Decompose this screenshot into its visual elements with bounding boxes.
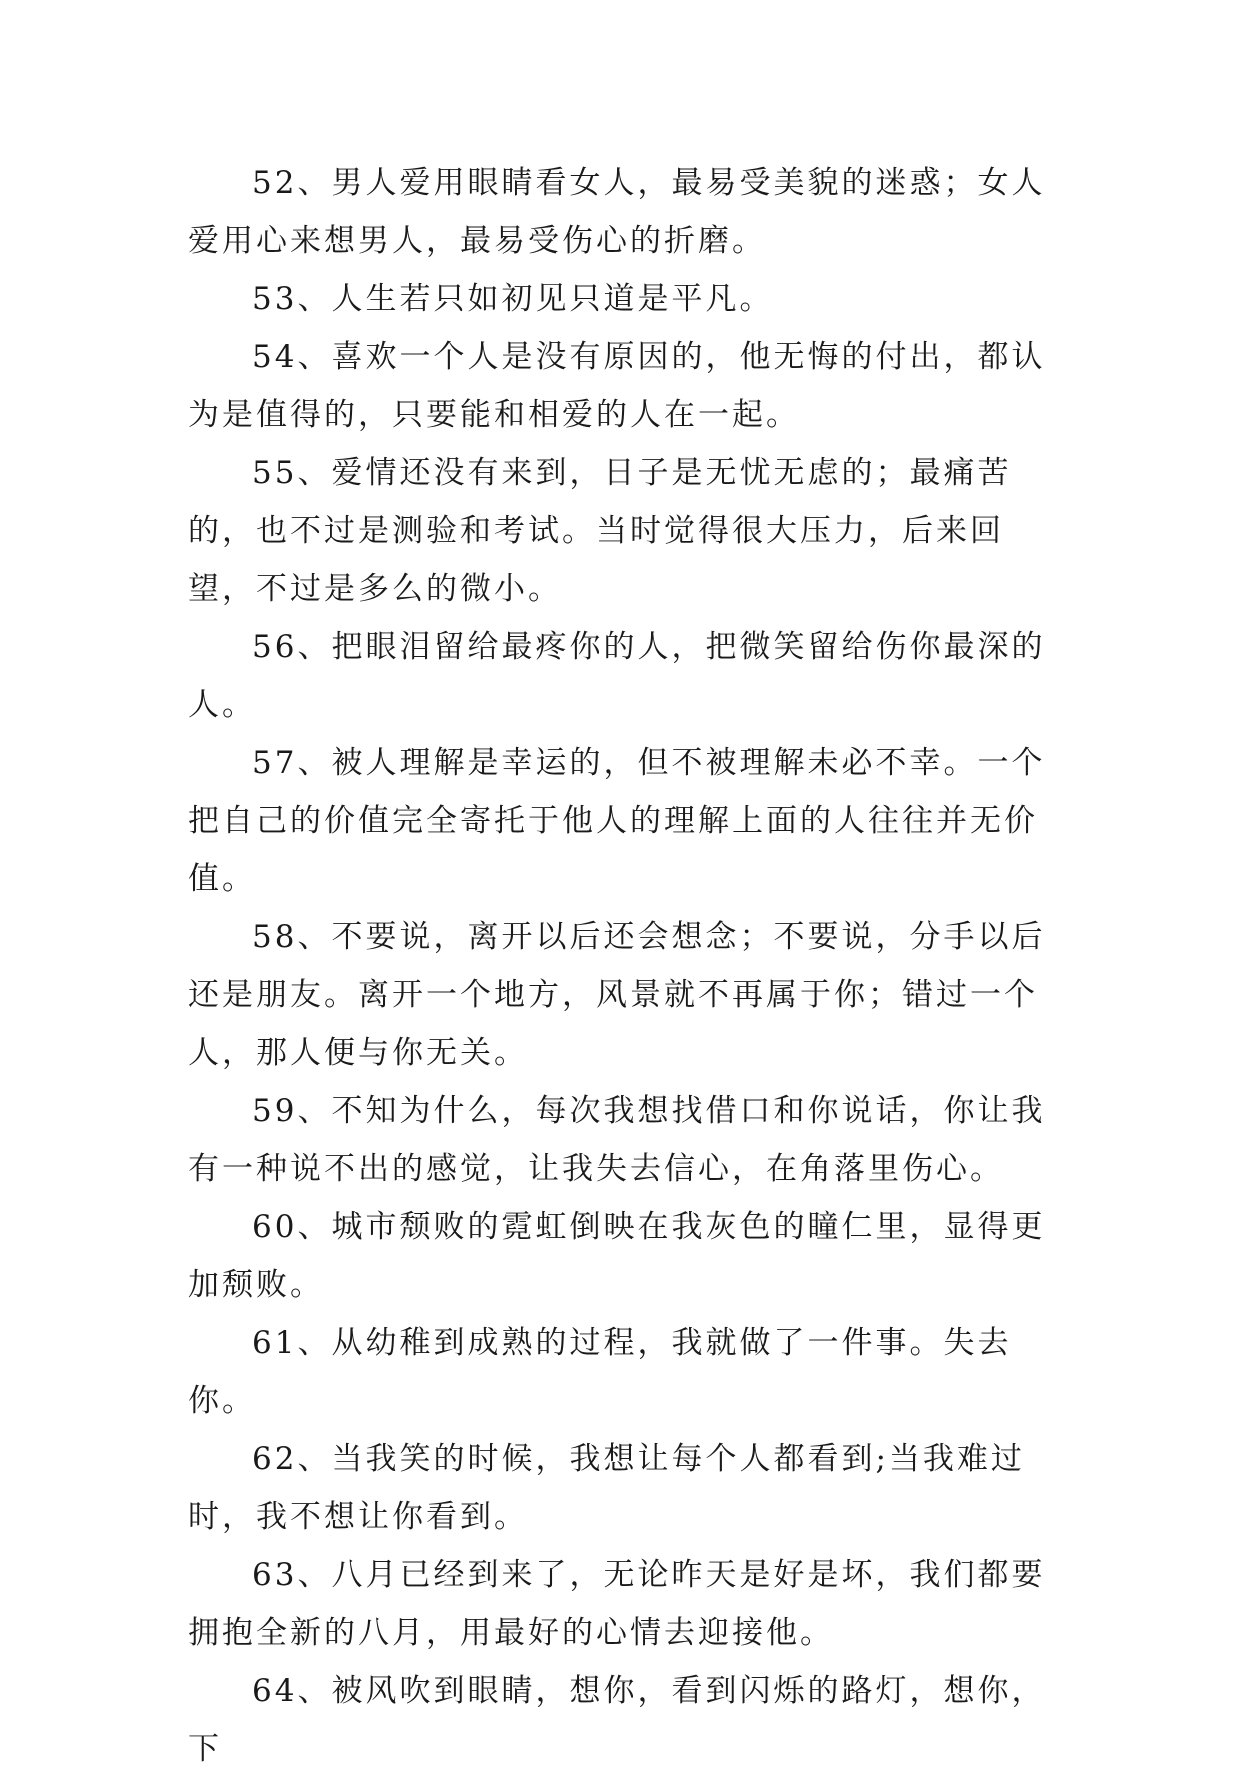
paragraph-62: 62、当我笑的时候，我想让每个人都看到;当我难过时，我不想让你看到。 [188,1441,1025,1535]
paragraph-54: 54、喜欢一个人是没有原因的，他无悔的付出，都认为是值得的，只要能和相爱的人在一起。 [188,339,1046,433]
paragraph-60: 60、城市颓败的霓虹倒映在我灰色的瞳仁里，显得更加颓败。 [188,1209,1046,1303]
paragraph-53: 53、人生若只如初见只道是平凡。 [252,281,774,317]
paragraph-59: 59、不知为什么，每次我想找借口和你说话，你让我有一种说不出的感觉，让我失去信心，在角落里伤心。 [188,1093,1046,1187]
paragraph-55: 55、爱情还没有来到，日子是无忧无虑的；最痛苦的，也不过是测验和考试。当时觉得很大压力，后来回望，不过是多么的微小。 [188,455,1012,607]
paragraph-64: 64、被风吹到眼睛，想你，看到闪烁的路灯，想你，下 [188,1673,1046,1767]
paragraph-61: 61、从幼稚到成熟的过程，我就做了一件事。失去你。 [188,1325,1012,1419]
paragraph-57: 57、被人理解是幸运的，但不被理解未必不幸。一个把自己的价值完全寄托于他人的理解上面的人往往并无价值。 [188,745,1046,897]
document-body [188,154,1068,1778]
paragraph-56: 56、把眼泪留给最疼你的人，把微笑留给伤你最深的人。 [188,629,1046,723]
paragraph-52: 52、男人爱用眼睛看女人，最易受美貌的迷惑；女人爱用心来想男人，最易受伤心的折磨。 [188,165,1046,259]
paragraph-63: 63、八月已经到来了，无论昨天是好是坏，我们都要拥抱全新的八月，用最好的心情去迎接他。 [188,1557,1046,1651]
paragraph-58: 58、不要说，离开以后还会想念；不要说，分手以后还是朋友。离开一个地方，风景就不再属于你；错过一个人，那人便与你无关。 [188,919,1046,1071]
